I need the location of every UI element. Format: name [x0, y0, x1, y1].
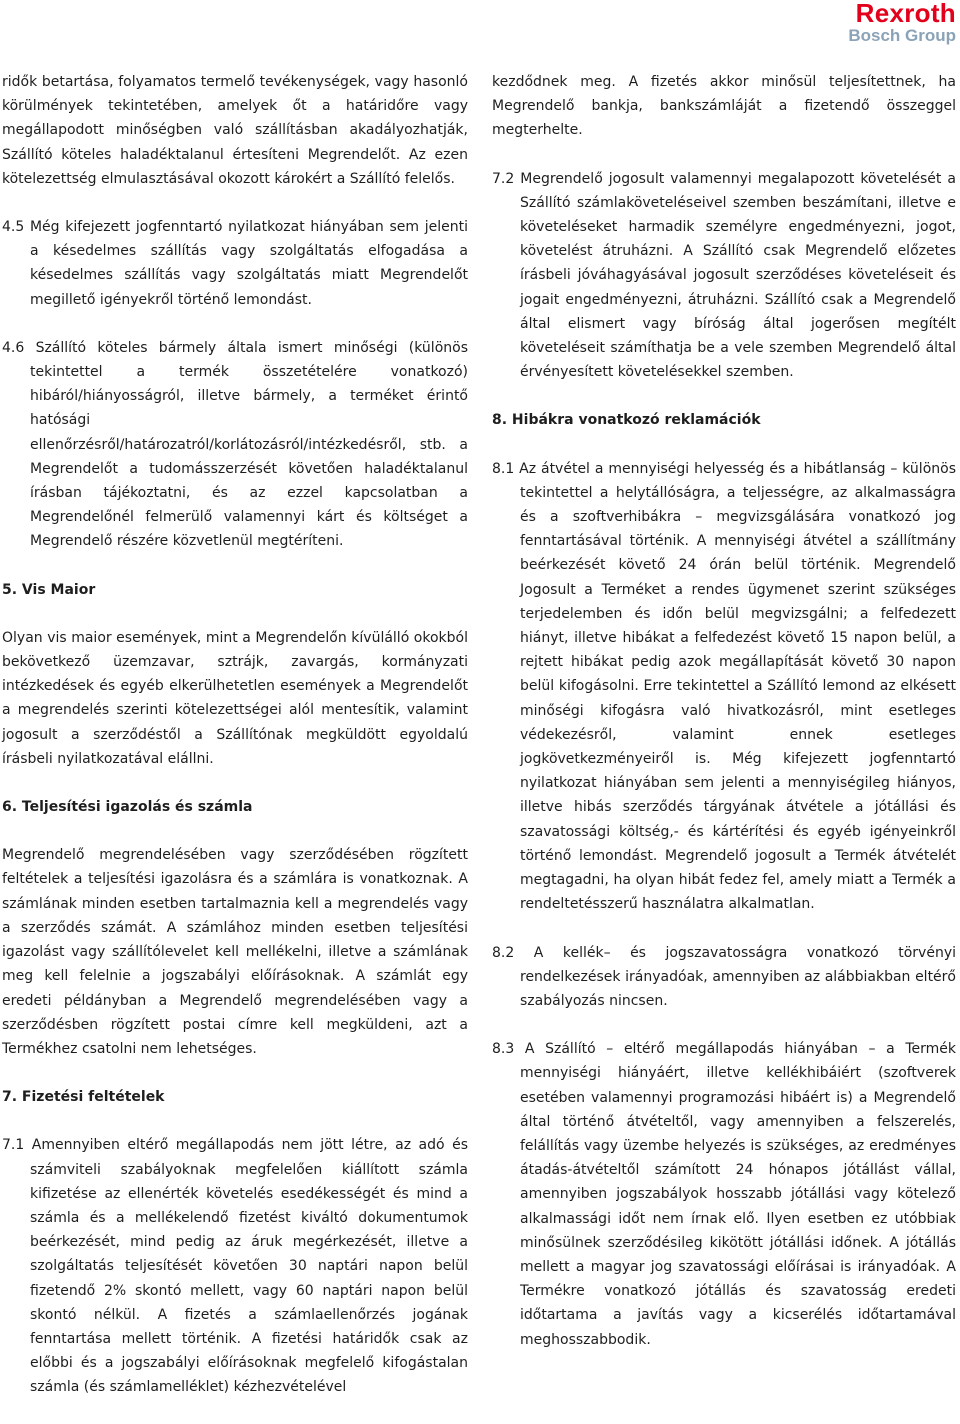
- company-logo: [848, 0, 956, 44]
- paragraph-6: Megrendelő megrendelésében vagy szerződésében rögzített feltételek a teljesítési igazolásra és a számlára is vonatkoznak. A számlának minden esetben tartalmaznia kell a megrendelés vagy a szerződés számát. A számlához minden esetben teljesítési igazolást vagy szállítólevelet kell mellékelni, illetve a számlának meg kell felelnie a jogszabályi előírásoknak. A számlát egy eredeti példányban a Megrendelő megrendelésében vagy a szerződésben rögzített postai címre kell megküldeni, azt a Termékhez csatolni nem lehetséges.: [2, 847, 468, 1057]
- paragraph-7-1-continued: kezdődnek meg. A fizetés akkor minősül teljesítettnek, ha Megrendelő bankja, bankszámláját a fizetendő összeggel megterhelte.: [492, 74, 956, 139]
- logo-group: Bosch Group: [848, 26, 956, 45]
- paragraph-8-2: 8.2 A kellék– és jogszavatosságra vonatkozó törvényi rendelkezések irányadóak, amennyiben az alábbiakban eltérő szabályozás nincsen.: [492, 944, 956, 1009]
- heading-section-8: 8. Hibákra vonatkozó reklamációk: [492, 412, 761, 429]
- heading-section-6: 6. Teljesítési igazolás és számla: [2, 799, 253, 816]
- paragraph-4-6: 4.6 Szállító köteles bármely általa ismert minőségi (különös tekintettel a termék összetételére vonatkozó) hibáról/hiányosságról, illetve bármely, a terméket érintő hatósági ellenőrzésről/határozatról/korlátozásról/intézkedésről, stb. a Megrendelőt a tudomásszerzését követően haladéktalanul írásban tájékoztatni, és az ezzel kapcsolatban a Megrendelőnél felmerülő valamennyi kárt és költséget a Megrendelő részére közvetlenül megtéríteni.: [2, 339, 468, 550]
- left-column: [2, 70, 468, 1424]
- paragraph-4-5: 4.5 Még kifejezett jogfenntartó nyilatkozat hiányában sem jelenti a késedelmes szállítás vagy szolgáltatás elfogadása a késedelmes szállítás vagy szolgáltatás miatt Megrendelőt megillető igényekről történő lemondást.: [2, 219, 468, 308]
- paragraph-8-1: 8.1 Az átvétel a mennyiségi helyesség és a hibátlanság – különös tekintettel a helytállóságra, a teljességre, az alkalmasságra és a szoftverhibákra – megvizsgálására vonatkozó jog fenntartásával történik. A mennyiségi átvétel a szállítmány beérkezését követő 24 órán belül történik. Megrendelő Jogosult a Terméket a rendes ügymenet szerint szükséges terjedelemben és időn belül megvizsgálni; a felfedezett hiányt, illetve hibákat a felfedezést követő 15 napon belül, a rejtett hibákat pedig azok megállapítását követő 30 napon belül kifogásolni. Erre tekintettel a Szállító lemond az elkésett minőségi kifogásra való hivatkozásról, mint esetleges védekezésről, valamint ennek esetleges jogkövetkezményeiről is. Még kifejezett jogfenntartó nyilatkozat hiányában sem jelenti a mennyiségileg hiányos, illetve hibás szerződés tárgyának átvétele a jótállási és szavatossági költség,- és kártérítési és egyéb igényeinkről történő lemondást. Megrendelő jogosult a Termék átvételét megtagadni, ha olyan hibát fedez fel, amely miatt a Termék a rendeltetésszerű használatra alkalmatlan.: [492, 460, 956, 913]
- paragraph-5: Olyan vis maior események, mint a Megrendelőn kívülálló okokból bekövetkező üzemzavar, sztrájk, zavargás, kormányzati intézkedések és egyéb elkerülhetetlen események a Megrendelőt a megrendelés szerinti kötelezettségei alól mentesítik, valamint jogosult a szerződéstől a Szállítónak megküldött egyoldalú írásbeli nyilatkozatával elállni.: [2, 629, 468, 767]
- paragraph-8-3: 8.3 A Szállító – eltérő megállapodás hiányában – a Termék mennyiségi hiányáért, illetve kellékhibáiért (szoftverek esetében valamennyi programozási hibáért is) a Megrendelő által történő átvételtől, vagy amennyiben a felszerelés, felállítás vagy üzembe helyezés is szükséges, az eredményes átadás-átvételtől számított 24 hónapos jótállást vállal, amennyiben jogszabályok hosszabb jótállási vagy kötelező alkalmassági időt nem írnak elő. Ilyen esetben ez utóbbiak minősülnek szerződésileg kikötött jótállási időnek. A jótállás mellett a magyar jog szavatossági előírásai is irányadóak. A Termékre vonatkozó jótállás és szavatosság eredeti időtartama a javítás vagy a kicserélés időtartamával meghosszabbodik.: [492, 1041, 956, 1348]
- paragraph-4-4-continued: ridők betartása, folyamatos termelő tevékenységek, vagy hasonló körülmények tekintetében, amelyek őt a határidőre vagy megállapodott minőségben való szállításban akadályozhatják, Szállító köteles haladéktalanul értesíteni Megrendelőt. Az ezen kötelezettség elmulasztásával okozott károkért a Szállító felelős.: [2, 74, 468, 187]
- paragraph-7-1: 7.1 Amennyiben eltérő megállapodás nem jött létre, az adó és számviteli szabályoknak megfelelően kiállított számla kifizetése az ellenérték követelés esedékességét és mind a számla és a mellékelendő fizetést kiváltó dokumentumok beérkezését, mind pedig az áruk megérkezését, illetve a szolgáltatás teljesítését követően 30 naptári napon belül fizetendő 2% skontó mellett, vagy 60 naptári napon belül skontó nélkül. A fizetés a számlaellenőrzés jogának fenntartása mellett történik. A fizetési határidők csak az előbbi és a jogszabályi előírásoknak megfelelő kifogástalan számla (és számlamelléklet) kézhezvételével: [2, 1137, 468, 1396]
- logo-brand: Rexroth: [855, 0, 956, 28]
- heading-section-5: 5. Vis Maior: [2, 581, 96, 598]
- right-column: [492, 70, 956, 1376]
- paragraph-7-2: 7.2 Megrendelő jogosult valamennyi megalapozott követelését a Szállító számlaköveteléseivel szemben beszámítani, illetve e követeléseket harmadik személyre engedményezni, jogot, követelést átruházni. A Szállító csak Megrendelő előzetes írásbeli jóváhagyásával jogosult szerződéses követeléseit és jogait engedményezni, átruházni. Szállító csak a Megrendelő által elismert vagy bíróság által jogerősen megítélt követeléseit számíthatja be a vele szemben Megrendelő által érvényesített követelésekkel szemben.: [492, 170, 956, 381]
- heading-section-7: 7. Fizetési feltételek: [2, 1089, 165, 1106]
